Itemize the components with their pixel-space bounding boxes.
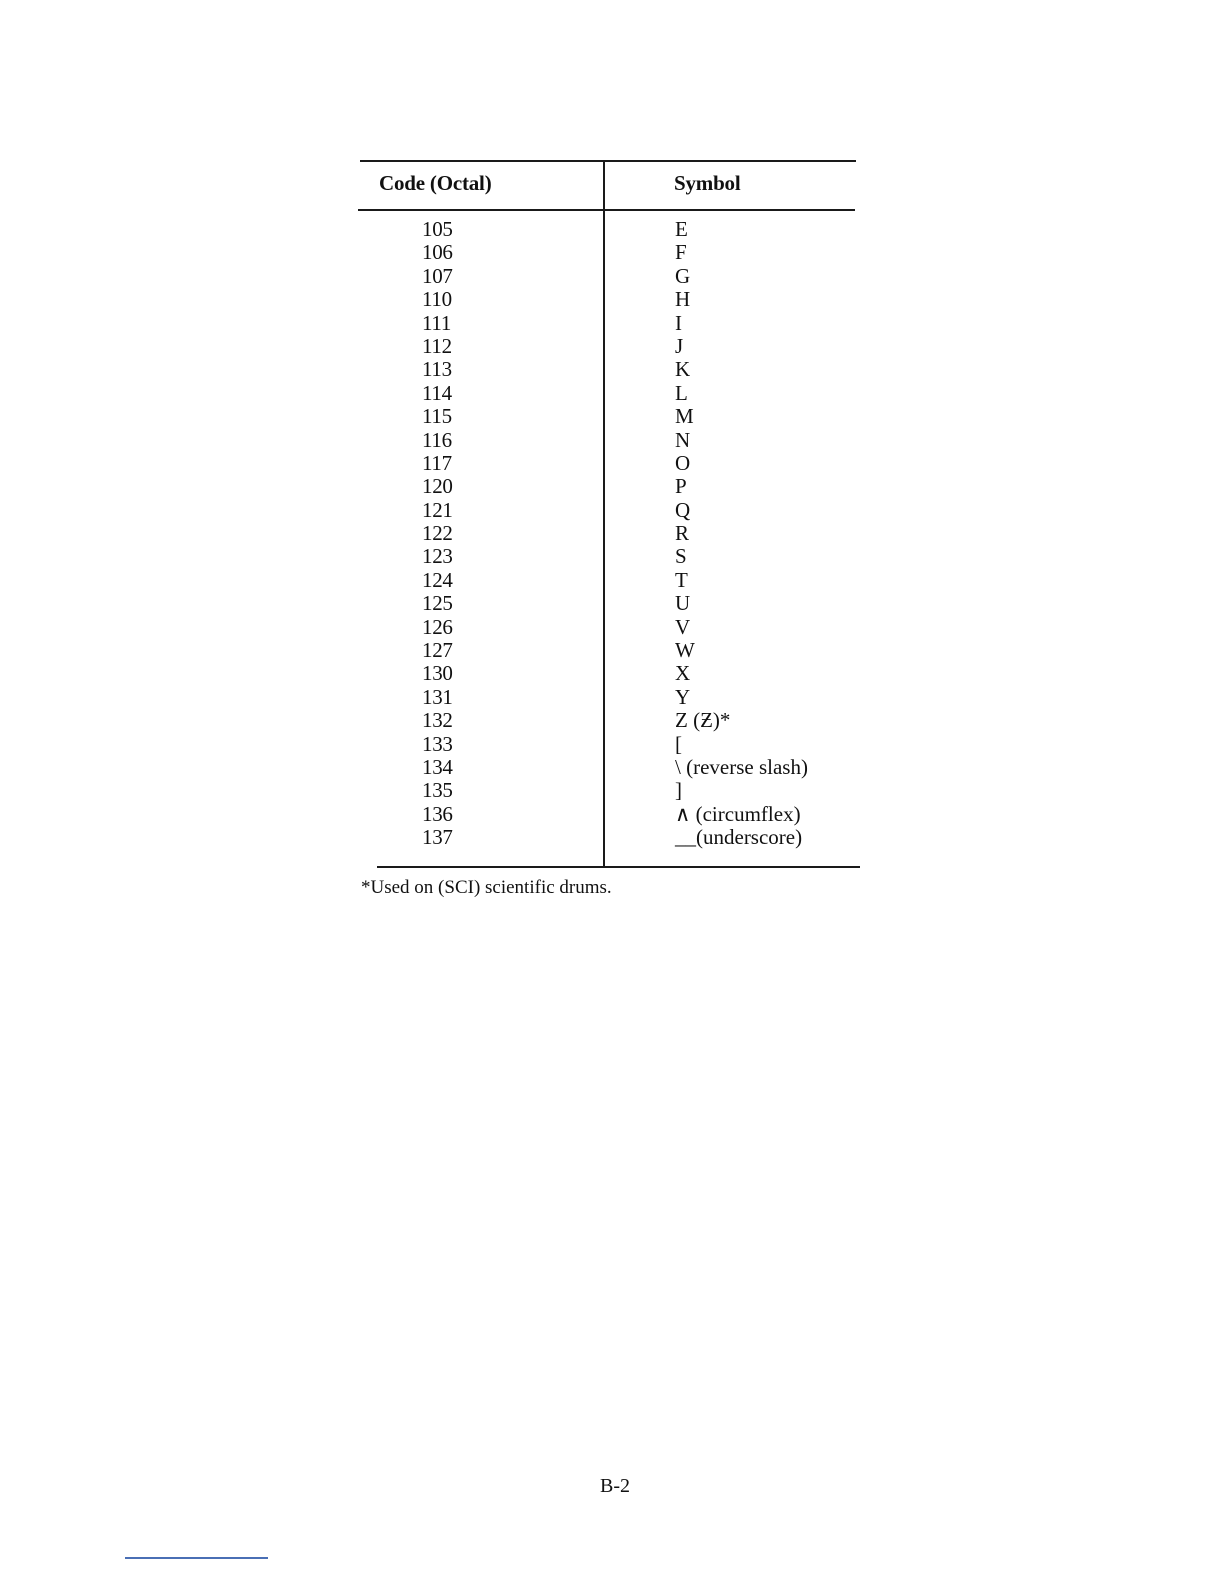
code-cell: 115 (422, 404, 452, 429)
symbol-cell: Z (Ƶ)* (675, 708, 731, 733)
symbol-cell: ] (675, 778, 682, 803)
symbol-cell: P (675, 474, 687, 499)
code-cell: 137 (422, 825, 453, 850)
symbol-cell: G (675, 263, 691, 288)
symbol-column (675, 218, 855, 850)
symbol-cell: __(underscore) (675, 825, 803, 850)
symbol-cell: F (675, 240, 687, 265)
symbol-cell: Q (675, 497, 691, 522)
table-column-divider (603, 161, 605, 868)
symbol-cell: W (675, 638, 695, 663)
scan-edge-line (125, 1557, 268, 1559)
symbol-cell: J (675, 333, 684, 358)
code-cell: 116 (422, 427, 452, 452)
symbol-cell: Y (675, 684, 691, 709)
symbol-cell: ∧ (circumflex) (675, 801, 801, 826)
table-header-rule (358, 209, 855, 211)
code-cell: 107 (422, 263, 453, 288)
code-cell: 110 (422, 287, 452, 312)
code-cell: 126 (422, 614, 453, 639)
code-cell: 132 (422, 708, 453, 733)
footnote: *Used on (SCI) scientific drums. (361, 877, 612, 898)
symbol-cell: U (675, 591, 691, 616)
code-column (422, 218, 482, 850)
code-cell: 133 (422, 731, 453, 756)
code-cell: 105 (422, 217, 453, 241)
symbol-cell: N (675, 427, 691, 452)
code-cell: 131 (422, 684, 453, 709)
symbol-cell: E (675, 217, 688, 241)
symbol-cell: M (675, 404, 694, 429)
code-cell: 113 (422, 357, 452, 382)
page-number: B-2 (600, 1475, 630, 1497)
code-cell: 114 (422, 380, 452, 405)
symbol-cell: H (675, 287, 691, 312)
symbol-cell: L (675, 380, 688, 405)
symbol-cell: X (675, 661, 691, 686)
symbol-cell: I (675, 310, 682, 335)
symbol-cell: [ (675, 731, 682, 756)
symbol-cell: S (675, 544, 687, 569)
code-cell: 111 (422, 310, 452, 335)
code-cell: 123 (422, 544, 453, 569)
table-bottom-rule (377, 866, 860, 868)
column-header-code: Code (Octal) (379, 171, 492, 195)
column-header-symbol: Symbol (674, 171, 741, 195)
symbol-cell: \ (reverse slash) (675, 754, 808, 779)
symbol-cell: T (675, 567, 688, 592)
code-cell: 136 (422, 801, 453, 826)
code-cell: 130 (422, 661, 453, 686)
code-cell: 134 (422, 754, 453, 779)
code-cell: 135 (422, 778, 453, 803)
symbol-cell: K (675, 357, 691, 382)
code-cell: 127 (422, 638, 453, 663)
table-top-rule (360, 160, 856, 162)
symbol-cell: O (675, 450, 691, 475)
code-cell: 120 (422, 474, 453, 499)
symbol-cell: R (675, 521, 690, 546)
code-cell: 124 (422, 567, 453, 592)
code-cell: 112 (422, 333, 452, 358)
code-cell: 121 (422, 497, 453, 522)
code-cell: 117 (422, 450, 452, 475)
code-cell: 125 (422, 591, 453, 616)
symbol-cell: V (675, 614, 691, 639)
code-cell: 122 (422, 521, 453, 546)
code-cell: 106 (422, 240, 453, 265)
